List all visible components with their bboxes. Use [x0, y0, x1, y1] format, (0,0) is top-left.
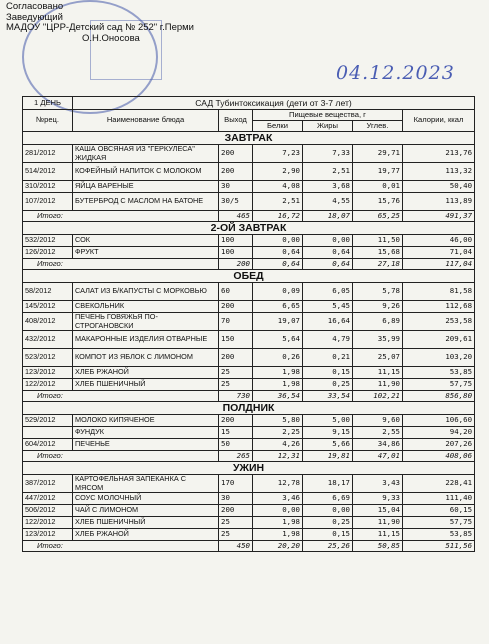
recipe-code: 145/2012: [23, 301, 73, 313]
dish-output: 200: [219, 301, 253, 313]
total-row: [23, 211, 475, 222]
dish-row: [23, 181, 475, 193]
protein-value: 2,90: [253, 163, 303, 181]
approval-header: [6, 2, 194, 44]
dish-name: ХЛЕБ ПШЕНИЧНЫЙ: [73, 517, 219, 529]
dish-row: [23, 415, 475, 427]
dish-output: 60: [219, 283, 253, 301]
recipe-code: [23, 427, 73, 439]
fat-value: 4,79: [303, 331, 353, 349]
fat-value: 0,64: [303, 247, 353, 259]
carbs-value: 19,77: [353, 163, 403, 181]
dish-name: МОЛОКО КИПЯЧЕНОЕ: [73, 415, 219, 427]
dish-name: САЛАТ ИЗ Б/КАПУСТЫ С МОРКОВЬЮ: [73, 283, 219, 301]
carbs-value: 9,33: [353, 493, 403, 505]
dish-name: КОФЕЙНЫЙ НАПИТОК С МОЛОКОМ: [73, 163, 219, 181]
carbs-value: 35,99: [353, 331, 403, 349]
fat-value: 0,00: [303, 505, 353, 517]
carbs-value: 25,07: [353, 349, 403, 367]
calories-value: 113,89: [403, 193, 475, 211]
recipe-code: 506/2012: [23, 505, 73, 517]
dish-output: 30/5: [219, 193, 253, 211]
calories-value: 94,20: [403, 427, 475, 439]
dish-output: 150: [219, 331, 253, 349]
protein-value: 0,00: [253, 505, 303, 517]
day-label: 1 ДЕНЬ: [23, 97, 73, 110]
section-title: ОБЕД: [23, 270, 475, 283]
recipe-code: 281/2012: [23, 145, 73, 163]
section-title: ПОЛДНИК: [23, 402, 475, 415]
section-title: ЗАВТРАК: [23, 132, 475, 145]
col-carbs: Углев.: [353, 121, 403, 132]
recipe-code: 387/2012: [23, 475, 73, 493]
carbs-value: 11,50: [353, 235, 403, 247]
carbs-value: 34,86: [353, 439, 403, 451]
total-calories: 491,37: [403, 211, 475, 222]
dish-name: МАКАРОННЫЕ ИЗДЕЛИЯ ОТВАРНЫЕ: [73, 331, 219, 349]
total-protein: 20,20: [253, 541, 303, 552]
dish-output: 30: [219, 493, 253, 505]
total-label: Итого:: [23, 211, 219, 222]
approval-line-3: МАДОУ "ЦРР-Детский сад № 252" г.Перми: [6, 22, 194, 33]
calories-value: 106,60: [403, 415, 475, 427]
dish-row: [23, 193, 475, 211]
total-fat: 33,54: [303, 391, 353, 402]
total-output: 200: [219, 259, 253, 270]
dish-output: 200: [219, 163, 253, 181]
fat-value: 16,64: [303, 313, 353, 331]
calories-value: 112,68: [403, 301, 475, 313]
recipe-code: 122/2012: [23, 379, 73, 391]
protein-value: 1,98: [253, 529, 303, 541]
fat-value: 0,15: [303, 367, 353, 379]
section-title: 2-ОЙ ЗАВТРАК: [23, 222, 475, 235]
dish-name: СОУС МОЛОЧНЫЙ: [73, 493, 219, 505]
total-calories: 856,80: [403, 391, 475, 402]
carbs-value: 3,43: [353, 475, 403, 493]
fat-value: 5,00: [303, 415, 353, 427]
dish-name: БУТЕРБРОД С МАСЛОМ НА БАТОНЕ: [73, 193, 219, 211]
approval-line-1: Согласовано: [6, 1, 64, 12]
section-header: [23, 222, 475, 235]
dish-output: 70: [219, 313, 253, 331]
dish-row: [23, 367, 475, 379]
total-row: [23, 391, 475, 402]
section-title: УЖИН: [23, 462, 475, 475]
total-fat: 19,81: [303, 451, 353, 462]
col-dish-name: Наименование блюда: [73, 110, 219, 132]
calories-value: 81,58: [403, 283, 475, 301]
total-protein: 36,54: [253, 391, 303, 402]
carbs-value: 11,90: [353, 379, 403, 391]
calories-value: 113,32: [403, 163, 475, 181]
dish-row: [23, 439, 475, 451]
dish-row: [23, 379, 475, 391]
dish-name: СОК: [73, 235, 219, 247]
dish-output: 100: [219, 235, 253, 247]
total-output: 465: [219, 211, 253, 222]
recipe-code: 447/2012: [23, 493, 73, 505]
total-output: 450: [219, 541, 253, 552]
recipe-code: 123/2012: [23, 367, 73, 379]
carbs-value: 9,60: [353, 415, 403, 427]
recipe-code: 523/2012: [23, 349, 73, 367]
calories-value: 53,85: [403, 367, 475, 379]
carbs-value: 11,90: [353, 517, 403, 529]
calories-value: 53,85: [403, 529, 475, 541]
dish-name: КОМПОТ ИЗ ЯБЛОК С ЛИМОНОМ: [73, 349, 219, 367]
fat-value: 3,68: [303, 181, 353, 193]
protein-value: 5,64: [253, 331, 303, 349]
dish-row: [23, 493, 475, 505]
protein-value: 0,26: [253, 349, 303, 367]
dish-output: 200: [219, 505, 253, 517]
recipe-code: 107/2012: [23, 193, 73, 211]
protein-value: 12,78: [253, 475, 303, 493]
approval-line-2: Заведующий: [6, 11, 63, 23]
fat-value: 0,00: [303, 235, 353, 247]
col-recipe-no: №рец.: [23, 110, 73, 132]
fat-value: 0,25: [303, 379, 353, 391]
section-header: [23, 462, 475, 475]
dish-row: [23, 331, 475, 349]
recipe-code: 432/2012: [23, 331, 73, 349]
fat-value: 7,33: [303, 145, 353, 163]
protein-value: 1,98: [253, 517, 303, 529]
carbs-value: 2,55: [353, 427, 403, 439]
protein-value: 4,26: [253, 439, 303, 451]
dish-output: 15: [219, 427, 253, 439]
fat-value: 6,05: [303, 283, 353, 301]
total-output: 730: [219, 391, 253, 402]
dish-name: ФУНДУК: [73, 427, 219, 439]
dish-output: 25: [219, 367, 253, 379]
protein-value: 5,80: [253, 415, 303, 427]
dish-row: [23, 313, 475, 331]
calories-value: 207,26: [403, 439, 475, 451]
fat-value: 5,45: [303, 301, 353, 313]
protein-value: 0,64: [253, 247, 303, 259]
dish-row: [23, 349, 475, 367]
dish-name: КАША ОВСЯНАЯ ИЗ "ГЕРКУЛЕСА" ЖИДКАЯ: [73, 145, 219, 163]
dish-output: 100: [219, 247, 253, 259]
recipe-code: 408/2012: [23, 313, 73, 331]
dish-row: [23, 505, 475, 517]
dish-row: [23, 517, 475, 529]
recipe-code: 529/2012: [23, 415, 73, 427]
dish-row: [23, 235, 475, 247]
total-label: Итого:: [23, 259, 219, 270]
recipe-code: 122/2012: [23, 517, 73, 529]
total-fat: 18,07: [303, 211, 353, 222]
total-protein: 12,31: [253, 451, 303, 462]
carbs-value: 29,71: [353, 145, 403, 163]
total-carbs: 27,18: [353, 259, 403, 270]
fat-value: 2,51: [303, 163, 353, 181]
total-fat: 0,64: [303, 259, 353, 270]
recipe-code: 126/2012: [23, 247, 73, 259]
protein-value: 6,65: [253, 301, 303, 313]
fat-value: 5,66: [303, 439, 353, 451]
dish-row: [23, 145, 475, 163]
total-calories: 511,56: [403, 541, 475, 552]
col-fat: Жиры: [303, 121, 353, 132]
section-header: [23, 132, 475, 145]
protein-value: 2,25: [253, 427, 303, 439]
calories-value: 213,76: [403, 145, 475, 163]
protein-value: 2,51: [253, 193, 303, 211]
calories-value: 57,75: [403, 517, 475, 529]
total-output: 265: [219, 451, 253, 462]
calories-value: 50,40: [403, 181, 475, 193]
total-calories: 408,06: [403, 451, 475, 462]
approval-line-4: О.Н.Оносова: [82, 32, 140, 44]
total-label: Итого:: [23, 391, 219, 402]
calories-value: 71,04: [403, 247, 475, 259]
dish-output: 200: [219, 349, 253, 367]
dish-name: ФРУКТ: [73, 247, 219, 259]
protein-value: 0,00: [253, 235, 303, 247]
carbs-value: 6,89: [353, 313, 403, 331]
dish-output: 170: [219, 475, 253, 493]
total-calories: 117,04: [403, 259, 475, 270]
dish-output: 25: [219, 529, 253, 541]
dish-row: [23, 529, 475, 541]
dish-name: СВЕКОЛЬНИК: [73, 301, 219, 313]
carbs-value: 11,15: [353, 367, 403, 379]
carbs-value: 0,01: [353, 181, 403, 193]
total-row: [23, 451, 475, 462]
calories-value: 57,75: [403, 379, 475, 391]
carbs-value: 15,04: [353, 505, 403, 517]
fat-value: 4,55: [303, 193, 353, 211]
dish-name: ЯЙЦА ВАРЕНЫЕ: [73, 181, 219, 193]
protein-value: 4,08: [253, 181, 303, 193]
dish-name: ХЛЕБ РЖАНОЙ: [73, 529, 219, 541]
calories-value: 228,41: [403, 475, 475, 493]
menu-body: [23, 132, 475, 552]
carbs-value: 5,78: [353, 283, 403, 301]
fat-value: 0,25: [303, 517, 353, 529]
calories-value: 253,58: [403, 313, 475, 331]
dish-row: [23, 283, 475, 301]
col-output: Выход: [219, 110, 253, 132]
protein-value: 1,98: [253, 379, 303, 391]
dish-output: 30: [219, 181, 253, 193]
dish-output: 50: [219, 439, 253, 451]
carbs-value: 9,26: [353, 301, 403, 313]
recipe-code: 532/2012: [23, 235, 73, 247]
fat-value: 9,15: [303, 427, 353, 439]
col-calories: Калории, ккал: [403, 110, 475, 132]
carbs-value: 15,68: [353, 247, 403, 259]
total-row: [23, 541, 475, 552]
dish-row: [23, 427, 475, 439]
total-row: [23, 259, 475, 270]
total-carbs: 50,85: [353, 541, 403, 552]
fat-value: 0,21: [303, 349, 353, 367]
total-carbs: 102,21: [353, 391, 403, 402]
total-carbs: 47,01: [353, 451, 403, 462]
menu-date: 04.12.2023: [336, 62, 455, 84]
calories-value: 103,20: [403, 349, 475, 367]
dish-row: [23, 163, 475, 181]
col-nutrients: Пищевые вещества, г: [253, 110, 403, 121]
dish-name: КАРТОФЕЛЬНАЯ ЗАПЕКАНКА С МЯСОМ: [73, 475, 219, 493]
protein-value: 19,07: [253, 313, 303, 331]
menu-table: [22, 96, 475, 552]
recipe-code: 310/2012: [23, 181, 73, 193]
recipe-code: 58/2012: [23, 283, 73, 301]
calories-value: 46,00: [403, 235, 475, 247]
fat-value: 18,17: [303, 475, 353, 493]
dish-row: [23, 247, 475, 259]
col-protein: Белки: [253, 121, 303, 132]
calories-value: 60,15: [403, 505, 475, 517]
dish-name: ХЛЕБ РЖАНОЙ: [73, 367, 219, 379]
fat-value: 0,15: [303, 529, 353, 541]
dish-output: 25: [219, 379, 253, 391]
menu-title: САД Тубинтоксикация (дети от 3-7 лет): [73, 97, 475, 110]
dish-output: 200: [219, 415, 253, 427]
dish-output: 25: [219, 517, 253, 529]
protein-value: 0,09: [253, 283, 303, 301]
total-label: Итого:: [23, 541, 219, 552]
protein-value: 1,98: [253, 367, 303, 379]
calories-value: 209,61: [403, 331, 475, 349]
protein-value: 7,23: [253, 145, 303, 163]
carbs-value: 15,76: [353, 193, 403, 211]
recipe-code: 514/2012: [23, 163, 73, 181]
recipe-code: 123/2012: [23, 529, 73, 541]
total-fat: 25,26: [303, 541, 353, 552]
dish-name: ПЕЧЕНЬ ГОВЯЖЬЯ ПО-СТРОГАНОВСКИ: [73, 313, 219, 331]
dish-name: ЧАЙ С ЛИМОНОМ: [73, 505, 219, 517]
total-protein: 16,72: [253, 211, 303, 222]
total-carbs: 65,25: [353, 211, 403, 222]
protein-value: 3,46: [253, 493, 303, 505]
fat-value: 6,69: [303, 493, 353, 505]
section-header: [23, 402, 475, 415]
carbs-value: 11,15: [353, 529, 403, 541]
recipe-code: 604/2012: [23, 439, 73, 451]
dish-row: [23, 301, 475, 313]
total-label: Итого:: [23, 451, 219, 462]
dish-name: ПЕЧЕНЬЕ: [73, 439, 219, 451]
total-protein: 0,64: [253, 259, 303, 270]
dish-output: 200: [219, 145, 253, 163]
dish-name: ХЛЕБ ПШЕНИЧНЫЙ: [73, 379, 219, 391]
calories-value: 111,40: [403, 493, 475, 505]
section-header: [23, 270, 475, 283]
dish-row: [23, 475, 475, 493]
